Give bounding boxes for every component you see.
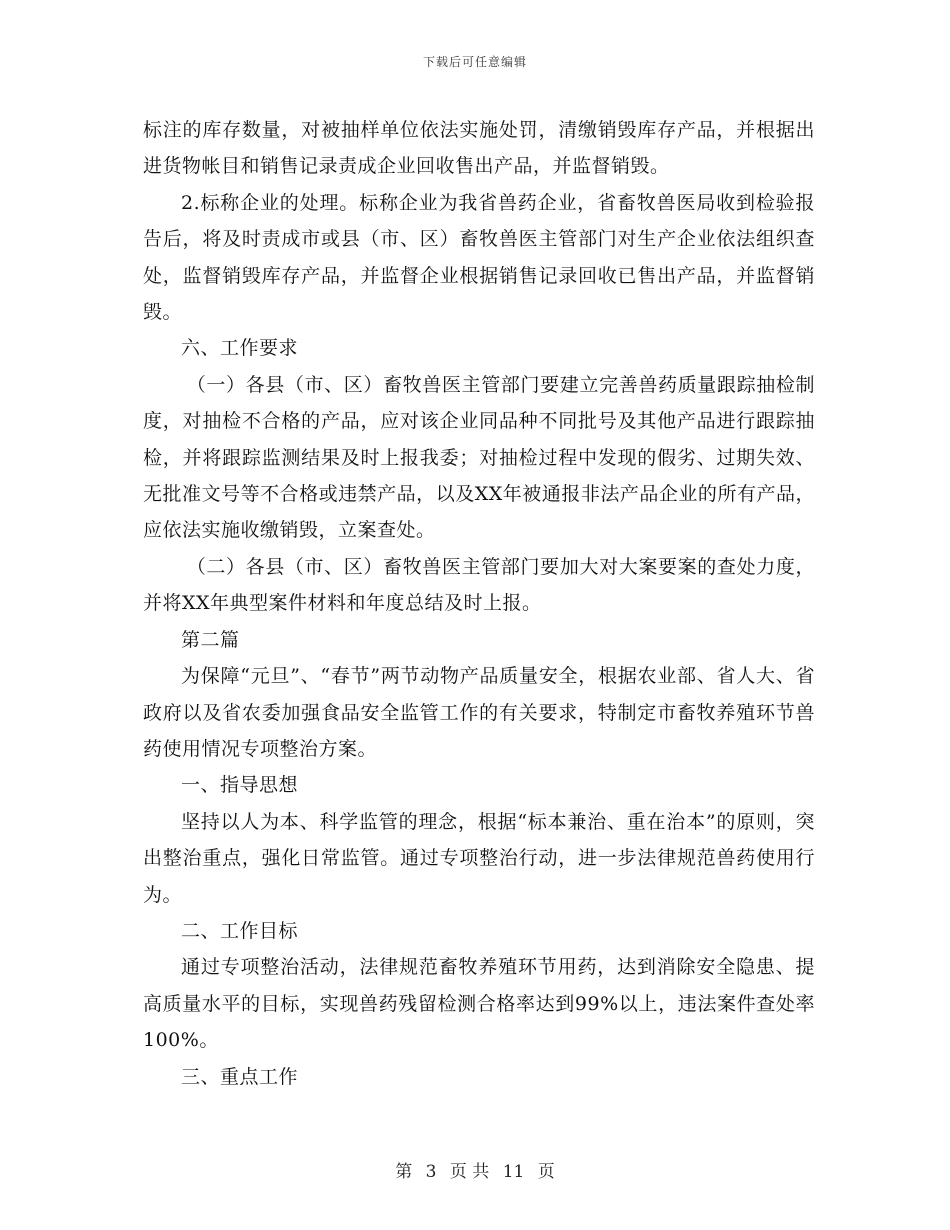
paragraph-4: （一）各县（市、区）畜牧兽医主管部门要建立完善兽药质量跟踪抽检制度，对抽检不合格的产品，应对该企业同品种不同批号及其他产品进行跟踪抽检，并将跟踪监测结果及时上报我委；对抽检过程中发现的假劣、过期失效、无批准文号等不合格或违禁产品，以及XX年被通报非法产品企业的所有产品，应依法实施收缴销毁，立案查处。: [143, 373, 815, 542]
chapter-heading-second: 第二篇: [181, 628, 240, 651]
section-heading-guiding-idea: 一、指导思想: [181, 774, 299, 797]
paragraph-5: （二）各县（市、区）畜牧兽医主管部门要加大对大案要案的查处力度，并将XX年典型案件材料和年度总结及时上报。: [143, 555, 815, 615]
footer-middle: 页 共: [449, 1162, 490, 1182]
section-heading-work-requirements: 六、工作要求: [181, 337, 299, 360]
footer-page-number: 3: [425, 1162, 437, 1182]
footer-total-pages: 11: [502, 1162, 525, 1182]
footer-suffix: 页: [537, 1162, 555, 1182]
page-header: 下载后可任意编辑: [422, 55, 527, 69]
document-body: [143, 112, 815, 1095]
page-footer: [0, 1157, 950, 1182]
paragraph-9: 坚持以人为本、科学监管的理念，根据“标本兼治、重在治本”的原则，突出整治重点，强化日常监管。通过专项整治行动，进一步法律规范兽药使用行为。: [143, 810, 815, 906]
paragraph-7: 为保障“元旦”、“春节”两节动物产品质量安全，根据农业部、省人大、省政府以及省农委加强食品安全监管工作的有关要求，特制定市畜牧养殖环节兽药使用情况专项整治方案。: [143, 665, 815, 760]
paragraph-1: 标注的库存数量，对被抽样单位依法实施处罚，清缴销毁库存产品，并根据出进货物帐目和销售记录责成企业回收售出产品，并监督销毁。: [143, 119, 815, 178]
footer-prefix: 第: [395, 1162, 413, 1182]
paragraph-2: 2.标称企业的处理。标称企业为我省兽药企业，省畜牧兽医局收到检验报告后，将及时责成市或县（市、区）畜牧兽医主管部门对生产企业依法组织查处，监督销毁库存产品，并监督企业根据销售记录回收已售出产品，并监督销毁。: [143, 191, 815, 324]
paragraph-11: 通过专项整治活动，法律规范畜牧养殖环节用药，达到消除安全隐患、提高质量水平的目标，实现兽药残留检测合格率达到99%以上，违法案件查处率100%。: [143, 956, 815, 1052]
section-heading-work-goals: 二、工作目标: [181, 919, 299, 942]
section-heading-key-work: 三、重点工作: [181, 1065, 299, 1088]
